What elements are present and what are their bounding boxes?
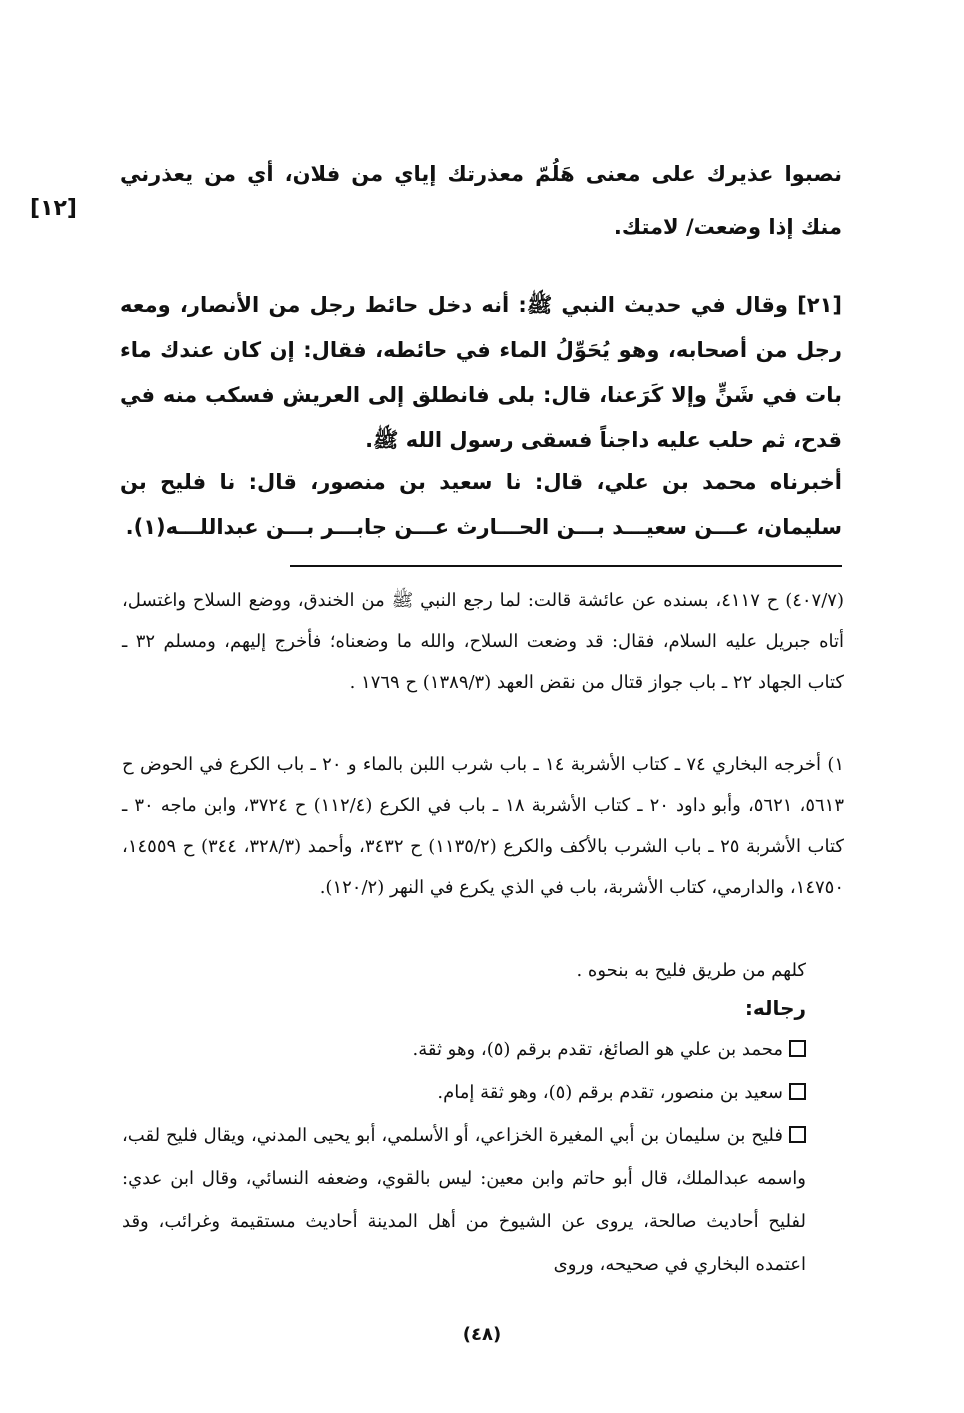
footnote-1-summary	[122, 950, 844, 991]
main-paragraph-1-text: نصبوا عذيرك على معنى هَلُمّ معذرتك إياي من فلان، أي من يعذرني منك إذا وضعت/ لامتك.	[120, 162, 842, 239]
main-paragraph-2	[120, 283, 842, 463]
footnote-1-text: ١) أخرجه البخاري ٧٤ ـ كتاب الأشربة ١٤ ـ باب شرب اللبن بالماء و ٢٠ ـ باب الكرع في الحوض ح ٥٦١٣، ٥٦٢١، وأبو داود ٢٠ ـ كتاب الأشربة ١٨ ـ باب في الكرع (١١٢/٤) ح ٣٧٢٤، وابن ماجه ٣٠ ـ كتاب الأشربة ٢٥ ـ باب الشرب بالأكف والكرع (١١٣٥/٢) ح ٣٤٣٢، وأحمد (٣٢٨/٣، ٣٤٤) ح ١٤٥٥٩، ١٤٧٥٠، والدارمي، كتاب الأشربة، باب في الذي يكرع في النهر (١٢٠/٢).	[122, 754, 845, 898]
main-paragraph-2-text: [٢١] وقال في حديث النبي ﷺ: أنه دخل حائط رجل من الأنصار، ومعه رجل من أصحابه، وهو يُحَوِّلُ الماء في حائطه، فقال: إن كان عندك ماء بات في شَنٍّ وإلا كَرَعنا، قال: بلى فانطلق إلى العريش فسكب منه في قدح، ثم حلب عليه داجناً فسقى رسول الله ﷺ.	[120, 293, 842, 452]
narrator-text: فليح بن سليمان بن أبي المغيرة الخزاعي، أو الأسلمي، أبو يحيى المدني، ويقال فليح لقب، واسمه عبدالملك، قال أبو حاتم وابن معين: ليس بالقوي، وضعفه النسائي، وقال ابن عدي: لفليح أحاديث صالحة، يروى عن الشيوخ من أهل المدينة أحاديث مستقيمة وغرائب، وقد اعتمده البخاري في صحيحه، وروى	[122, 1125, 806, 1275]
footnote-continuation-text: (٤٠٧/٧) ح ٤١١٧، بسنده عن عائشة قالت: لما رجع النبي ﷺ من الخندق، ووضع السلاح واغتسل، أتاه جبريل عليه السلام، فقال: قد وضعت السلاح، والله ما وضعناه؛ فأخرج إليهم، ومسلم ٣٢ ـ كتاب الجهاد ٢٢ ـ باب جواز قتال من نقض العهد (١٣٨٩/٣) ح ١٧٦٩ .	[122, 590, 844, 693]
footnote-1-summary-text: كلهم من طريق فليح به بنحوه .	[576, 960, 806, 981]
narrator-item	[122, 1114, 806, 1286]
narrator-item	[122, 1028, 806, 1071]
narrator-text: سعيد بن منصور، تقدم برقم (٥)، وهو ثقة إمام.	[437, 1082, 783, 1103]
narrator-item	[122, 1071, 806, 1114]
margin-page-reference: [١٢]	[30, 196, 77, 221]
page-number: (٤٨)	[462, 1324, 502, 1345]
narrators-list	[122, 1028, 806, 1286]
narrator-text: محمد بن علي هو الصائغ، تقدم برقم (٥)، وهو ثقة.	[412, 1039, 783, 1060]
footnote-1	[122, 744, 844, 908]
main-paragraph-3	[120, 460, 842, 550]
footnote-continuation	[122, 580, 844, 703]
checkbox-icon	[789, 1040, 806, 1057]
main-paragraph-3-text: أخبرناه محمد بن علي، قال: نا سعيد بن منصور، قال: نا فليح بن سليمان، عـــن سعيـــد بـــن الحـــارث عـــن جابـــر بـــن عبداللـــه(١).	[120, 470, 842, 539]
main-paragraph-1	[120, 148, 842, 254]
checkbox-icon	[789, 1083, 806, 1100]
footnote-divider	[290, 565, 842, 567]
checkbox-icon	[789, 1126, 806, 1143]
rijal-heading: رجاله:	[744, 996, 806, 1020]
